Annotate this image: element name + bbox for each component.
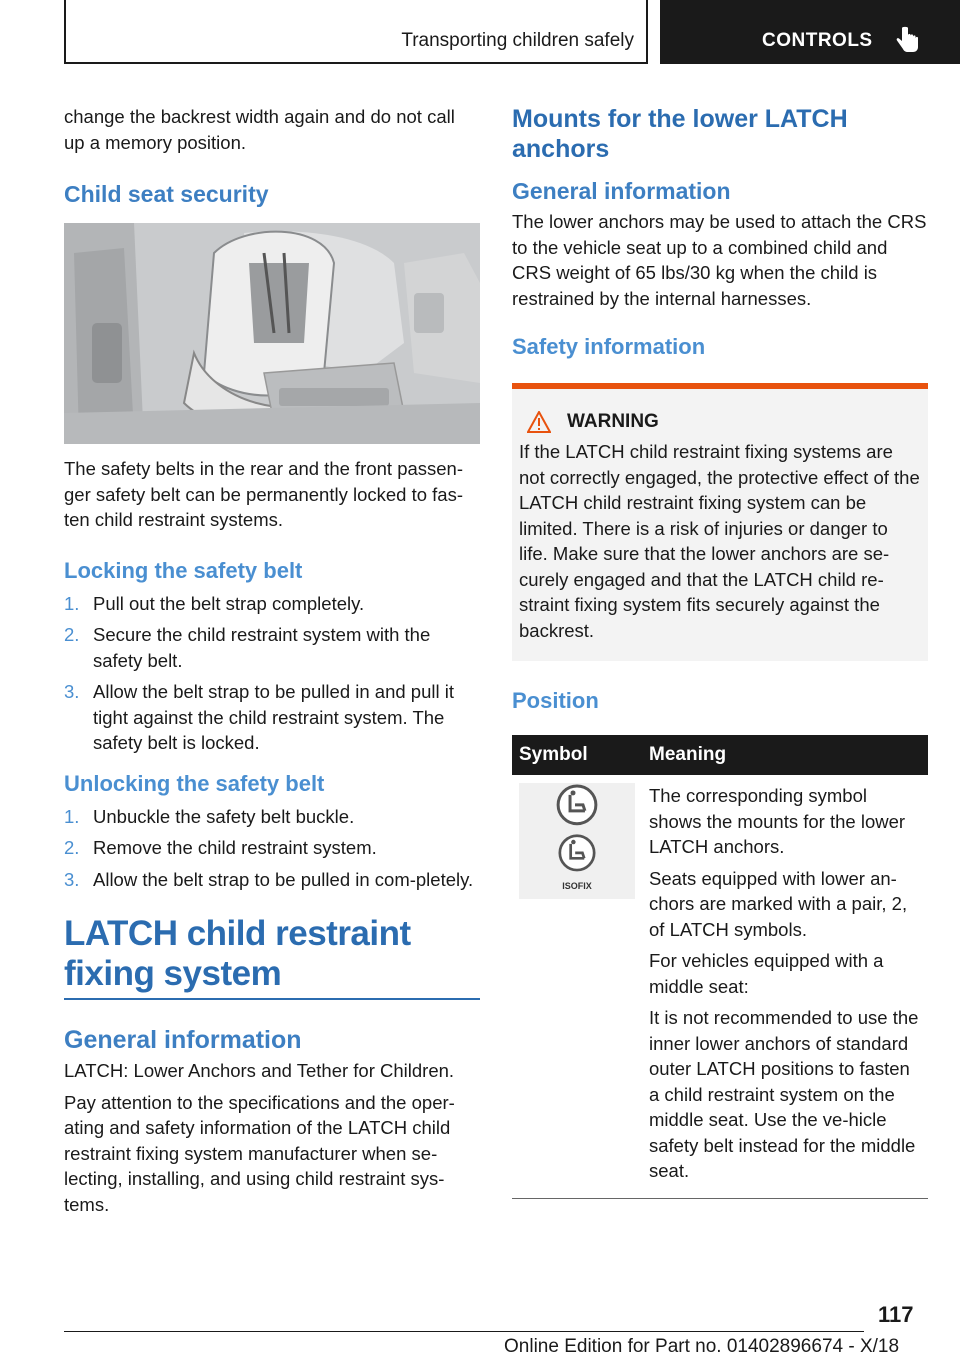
warning-box — [512, 383, 928, 661]
symbol-table — [512, 735, 928, 1199]
warning-title-row — [519, 411, 921, 433]
locking-heading: Locking the safety belt — [64, 557, 303, 583]
table-header-row — [512, 735, 928, 775]
hand-pointer-icon — [896, 26, 920, 54]
list-item: 1. Pull out the belt strap completely. — [64, 592, 365, 614]
header-chapter-box — [660, 0, 960, 64]
locking-steps-list — [64, 591, 480, 756]
unlocking-steps-list — [64, 804, 480, 893]
right-column — [512, 104, 928, 1199]
intro-text: change the backrest width again and do not call up a memory position. — [64, 106, 455, 153]
general-heading-left: General information — [64, 1026, 302, 1054]
general-text: The lower anchors may be used to attach the CRS to the vehicle seat up to a combined child and CRS weight of 65 lbs/30 kg when the child is restrained by the internal harnesses. — [512, 211, 927, 309]
mounts-heading: Mounts for the lower LATCH anchors — [512, 105, 848, 163]
meaning-paragraph: For vehicles equipped with a middle seat: — [649, 950, 884, 997]
warning-triangle-icon — [527, 411, 551, 433]
isofix-label: ISOFIX — [562, 880, 592, 891]
chapter-title: CONTROLS — [762, 30, 873, 51]
list-item: 2. Remove the child restraint system. — [64, 837, 377, 858]
meaning-paragraph: Seats equipped with lower an-chors are marked with a pair, 2, of LATCH symbols. — [649, 867, 908, 940]
child-seat-heading: Child seat security — [64, 181, 269, 207]
symbol-cell — [512, 775, 642, 1198]
list-item: 3. Allow the belt strap to be pulled in com-pletely. — [64, 868, 474, 890]
heading-underline — [64, 998, 480, 1000]
unlocking-heading: Unlocking the safety belt — [64, 770, 325, 796]
page-number: 117 — [878, 1302, 914, 1327]
warning-text: If the LATCH child restraint fixing systems are not correctly engaged, the protective effect of the LATCH child restraint fixing system can be limited. There is a risk of injuries or danger to life. Make sure that the lower anchors are se-curely engaged and that the LATCH child re-straint fixing system fits securely against the backrest. — [519, 441, 920, 641]
header-section-box — [64, 0, 648, 64]
latch-heading: LATCH child restraint fixing system — [64, 914, 411, 993]
isofix-icon — [557, 833, 597, 873]
general-heading-right: General information — [512, 178, 731, 204]
latch-anchor-icon — [555, 783, 599, 827]
latch-definition: LATCH: Lower Anchors and Tether for Children. — [64, 1060, 455, 1081]
table-row — [512, 775, 928, 1198]
warning-title: WARNING — [567, 411, 659, 432]
rear-seat-illustration — [64, 223, 480, 444]
meaning-cell — [642, 775, 928, 1198]
edition-text: Online Edition for Part no. 01402896674 - X/18 — [504, 1336, 900, 1357]
child-seat-photo — [64, 223, 480, 444]
section-title: Transporting children safely — [401, 30, 634, 51]
photo-caption: The safety belts in the rear and the front passen-ger safety belt can be permanently locked to fas-ten child restraint systems. — [64, 458, 464, 530]
meaning-paragraph: It is not recommended to use the inner lower anchors of standard outer LATCH positions to fasten a child restraint system on the middle seat. Use the ve-hicle safety belt instead for the middle seat. — [649, 1007, 919, 1181]
latch-attention: Pay attention to the specifications and the oper-ating and safety information of the LATCH child restraint fixing system manufacturer when se-lecting, installing, and using child restraint sys-tems. — [64, 1091, 455, 1215]
footer-divider — [64, 1331, 864, 1332]
list-item: 1. Unbuckle the safety belt buckle. — [64, 805, 355, 827]
safety-heading: Safety information — [512, 334, 706, 359]
meaning-paragraph: The corresponding symbol shows the mounts for the lower LATCH anchors. — [649, 785, 906, 857]
list-item: 2. Secure the child restraint system with the safety belt. — [64, 624, 431, 671]
latch-symbol-image — [519, 783, 635, 899]
list-item: 3. Allow the belt strap to be pulled in and pull it tight against the child restraint system. The safety belt is locked. — [64, 681, 454, 753]
position-heading: Position — [512, 688, 599, 713]
meaning-column-header: Meaning — [642, 735, 928, 775]
left-column — [64, 104, 480, 1217]
symbol-column-header: Symbol — [512, 735, 642, 775]
